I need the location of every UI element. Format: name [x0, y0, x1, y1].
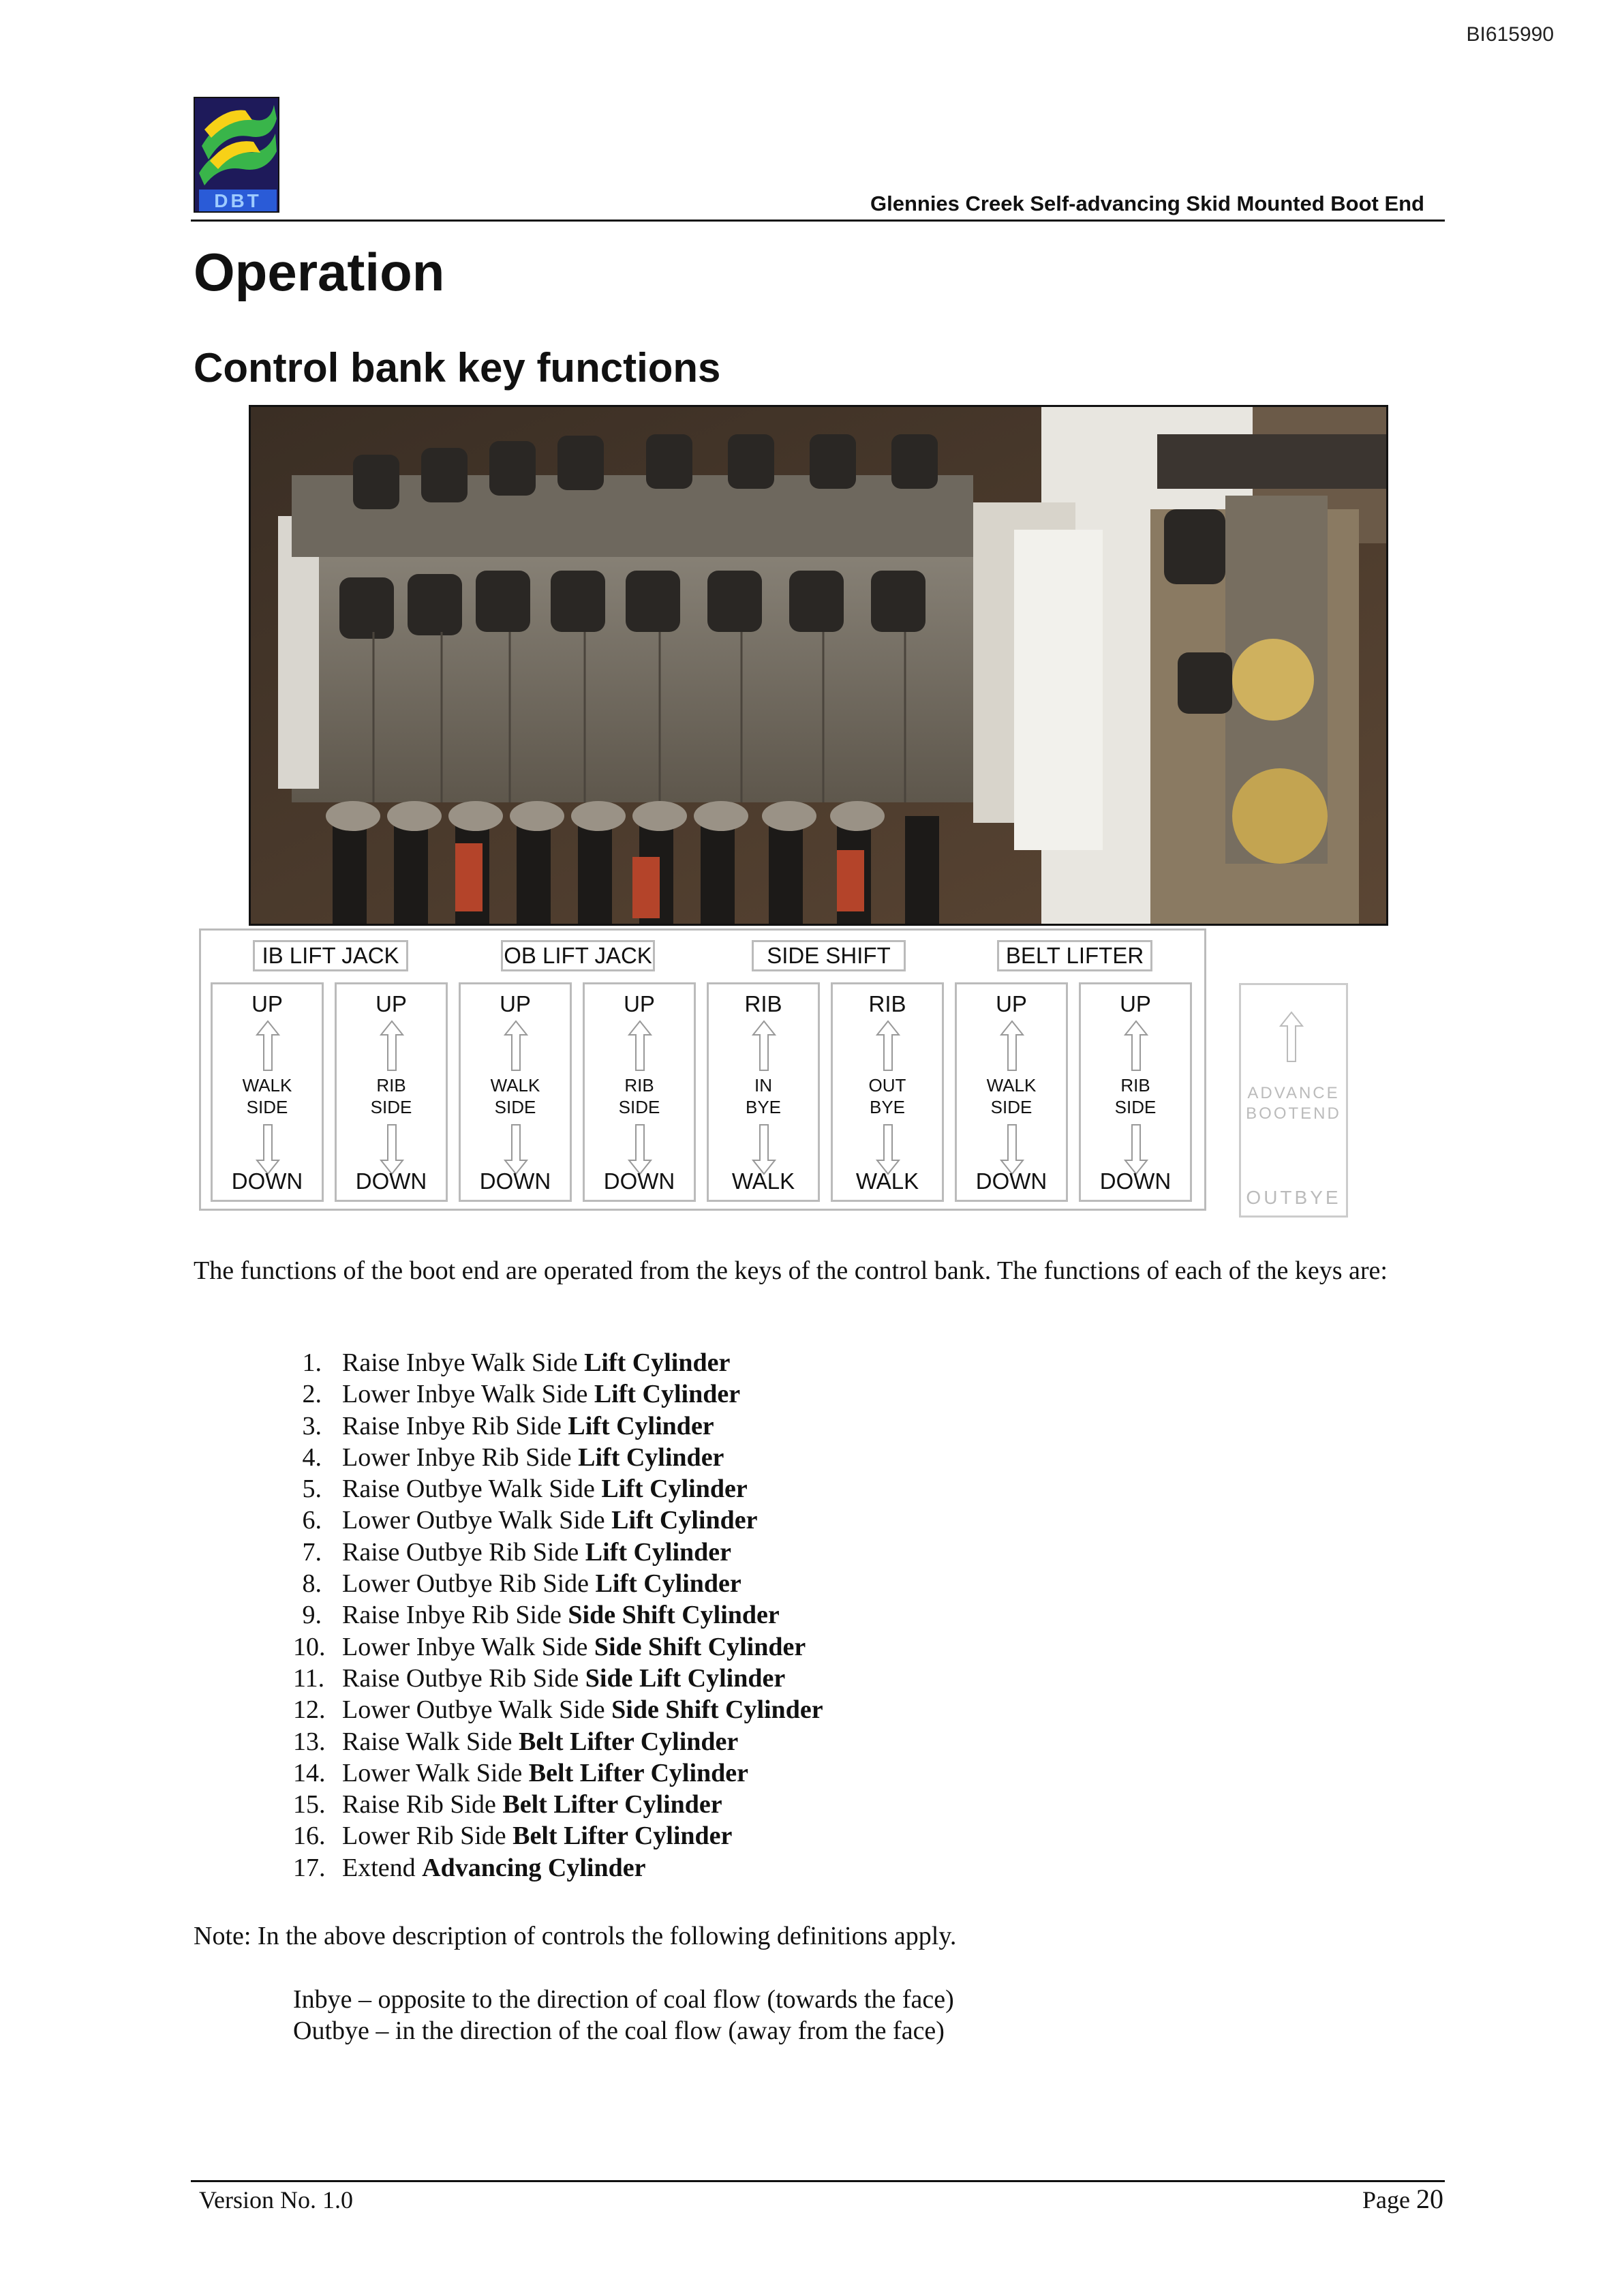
arrow-down-icon — [504, 1123, 528, 1175]
function-text: Lower Inbye Walk Side — [342, 1632, 594, 1661]
key-7 — [955, 982, 1068, 1202]
footer-version: Version No. 1.0 — [199, 2186, 353, 2214]
key-bottom-label: DOWN — [1099, 1168, 1172, 1194]
function-number: 16. — [293, 1822, 326, 1851]
function-number: 4. — [302, 1442, 322, 1472]
logo-text: DBT — [214, 190, 262, 211]
key-function-list — [293, 1347, 823, 1884]
function-number: 14. — [293, 1758, 326, 1787]
function-item — [293, 1505, 823, 1536]
arrow-up-icon — [1124, 1020, 1148, 1072]
function-item — [293, 1599, 823, 1631]
function-number: 2. — [302, 1380, 322, 1409]
function-component: Side Lift Cylinder — [585, 1663, 786, 1693]
function-number: 17. — [293, 1853, 326, 1882]
function-number: 5. — [302, 1475, 322, 1504]
key-top-label: UP — [251, 991, 283, 1016]
function-text: Lower Rib Side — [342, 1822, 513, 1851]
key-bottom-label: WALK — [731, 1168, 795, 1194]
function-text: Raise Outbye Rib Side — [342, 1537, 585, 1567]
arrow-down-icon — [380, 1123, 404, 1175]
arrow-up-icon — [628, 1020, 652, 1072]
function-item — [293, 1820, 823, 1852]
control-bank-key-diagram — [199, 928, 1206, 1211]
arrow-down-icon — [876, 1123, 900, 1175]
key-bottom-label: DOWN — [231, 1168, 303, 1194]
function-item — [293, 1410, 823, 1442]
function-item — [293, 1663, 823, 1694]
key-mid-label: IN BYE — [745, 1075, 782, 1117]
arrow-up-icon — [256, 1020, 280, 1072]
arrow-up-icon — [1279, 1011, 1304, 1063]
key-bottom-label: DOWN — [355, 1168, 427, 1194]
function-component: Lift Cylinder — [568, 1411, 714, 1440]
function-component: Lift Cylinder — [578, 1442, 724, 1472]
function-text: Extend — [342, 1853, 423, 1882]
function-number: 11. — [293, 1663, 325, 1693]
arrow-up-icon — [1000, 1020, 1024, 1072]
key-2 — [335, 982, 448, 1202]
key-mid-label: WALK SIDE — [986, 1075, 1037, 1117]
function-text: Lower Walk Side — [342, 1758, 529, 1787]
footer-rule — [191, 2180, 1445, 2182]
function-number: 13. — [293, 1727, 326, 1756]
function-text: Lower Outbye Walk Side — [342, 1506, 612, 1535]
dbt-logo — [194, 97, 279, 213]
key-mid-label: OUT BYE — [868, 1075, 906, 1117]
function-text: Lower Inbye Rib Side — [342, 1442, 579, 1472]
key-4 — [583, 982, 696, 1202]
arrow-down-icon — [752, 1123, 776, 1175]
definition-outbye: Outbye – in the direction of the coal flow (away from the face) — [293, 2016, 945, 2045]
function-item — [293, 1537, 823, 1568]
arrow-down-icon — [628, 1123, 652, 1175]
key-top-label: RIB — [868, 991, 906, 1016]
function-component: Lift Cylinder — [594, 1380, 741, 1409]
footer-page — [1362, 2183, 1443, 2215]
function-component: Lift Cylinder — [585, 1537, 732, 1567]
function-component: Lift Cylinder — [601, 1475, 748, 1504]
definition-inbye: Inbye – opposite to the direction of coal flow (towards the face) — [293, 1985, 954, 2014]
advance-outbye-label: OUTBYE — [1246, 1187, 1341, 1208]
function-number: 6. — [302, 1506, 322, 1535]
function-item — [293, 1473, 823, 1505]
function-text: Raise Inbye Rib Side — [342, 1601, 568, 1630]
key-6 — [831, 982, 944, 1202]
function-component: Belt Lifter Cylinder — [528, 1758, 749, 1787]
key-top-label: UP — [500, 991, 531, 1016]
key-3 — [459, 982, 572, 1202]
key-mid-label: RIB SIDE — [370, 1075, 412, 1117]
function-component: Belt Lifter Cylinder — [512, 1822, 733, 1851]
key-bottom-label: DOWN — [975, 1168, 1047, 1194]
control-bank-photo — [249, 405, 1388, 926]
arrow-up-icon — [504, 1020, 528, 1072]
function-text: Raise Inbye Rib Side — [342, 1411, 568, 1440]
function-component: Belt Lifter Cylinder — [519, 1727, 739, 1756]
function-text: Raise Rib Side — [342, 1790, 503, 1819]
function-component: Advancing Cylinder — [422, 1853, 646, 1882]
key-top-label: UP — [624, 991, 655, 1016]
function-component: Side Shift Cylinder — [594, 1632, 806, 1661]
function-text: Lower Outbye Walk Side — [342, 1695, 612, 1725]
group-label-belt-lifter: BELT LIFTER — [997, 940, 1152, 971]
function-item — [293, 1631, 823, 1663]
document-id: BI615990 — [1466, 23, 1554, 46]
section-title: Operation — [194, 242, 445, 302]
arrow-down-icon — [1124, 1123, 1148, 1175]
function-component: Lift Cylinder — [584, 1348, 731, 1377]
key-mid-label: RIB SIDE — [618, 1075, 660, 1117]
key-top-label: UP — [1120, 991, 1151, 1016]
function-component: Side Shift Cylinder — [611, 1695, 823, 1725]
page-number: 20 — [1416, 2184, 1443, 2214]
function-number: 8. — [302, 1569, 322, 1599]
function-item — [293, 1442, 823, 1473]
key-top-label: RIB — [744, 991, 782, 1016]
function-item — [293, 1789, 823, 1820]
key-top-label: UP — [996, 991, 1027, 1016]
function-item — [293, 1694, 823, 1725]
key-1 — [211, 982, 324, 1202]
key-mid-label: WALK SIDE — [242, 1075, 292, 1117]
key-5 — [707, 982, 820, 1202]
function-item — [293, 1568, 823, 1599]
intro-paragraph: The functions of the boot end are operated from the keys of the control bank. The functions of each of the keys are: — [194, 1256, 1388, 1285]
key-bottom-label: DOWN — [479, 1168, 551, 1194]
function-item — [293, 1757, 823, 1789]
function-number: 15. — [293, 1790, 326, 1819]
key-top-label: UP — [376, 991, 407, 1016]
function-component: Lift Cylinder — [595, 1569, 741, 1599]
function-text: Raise Outbye Rib Side — [342, 1663, 585, 1693]
function-number: 10. — [293, 1632, 326, 1661]
key-8 — [1079, 982, 1192, 1202]
function-component: Belt Lifter Cylinder — [502, 1790, 722, 1819]
function-number: 3. — [302, 1411, 322, 1440]
function-item — [293, 1726, 823, 1757]
function-item — [293, 1378, 823, 1410]
function-item — [293, 1347, 823, 1378]
function-text: Lower Outbye Rib Side — [342, 1569, 596, 1599]
function-text: Raise Outbye Walk Side — [342, 1475, 602, 1504]
function-text: Raise Walk Side — [342, 1727, 519, 1756]
arrow-up-icon — [380, 1020, 404, 1072]
header-title: Glennies Creek Self-advancing Skid Mounted Boot End — [870, 192, 1424, 215]
group-label-ob-lift-jack: OB LIFT JACK — [501, 940, 655, 971]
function-item — [293, 1852, 823, 1884]
function-number: 9. — [302, 1601, 322, 1630]
arrow-down-icon — [1000, 1123, 1024, 1175]
function-text: Lower Inbye Walk Side — [342, 1380, 594, 1409]
key-bottom-label: WALK — [855, 1168, 919, 1194]
function-number: 1. — [302, 1348, 322, 1377]
arrow-up-icon — [876, 1020, 900, 1072]
function-component: Side Shift Cylinder — [568, 1601, 780, 1630]
header-rule — [191, 220, 1445, 222]
note-paragraph: Note: In the above description of controls the following definitions apply. — [194, 1922, 957, 1950]
arrow-down-icon — [256, 1123, 280, 1175]
subsection-title: Control bank key functions — [194, 345, 721, 391]
definitions — [293, 1984, 954, 2046]
page-label: Page — [1362, 2186, 1416, 2214]
function-text: Raise Inbye Walk Side — [342, 1348, 585, 1377]
function-component: Lift Cylinder — [611, 1506, 758, 1535]
advance-bootend-key — [1239, 983, 1348, 1218]
advance-bootend-label: ADVANCE BOOTEND — [1246, 1084, 1341, 1123]
arrow-up-icon — [752, 1020, 776, 1072]
group-label-side-shift: SIDE SHIFT — [752, 940, 906, 971]
key-mid-label: WALK SIDE — [490, 1075, 540, 1117]
function-number: 7. — [302, 1537, 322, 1567]
group-label-ib-lift-jack: IB LIFT JACK — [253, 940, 408, 971]
key-bottom-label: DOWN — [603, 1168, 675, 1194]
key-mid-label: RIB SIDE — [1114, 1075, 1157, 1117]
function-number: 12. — [293, 1695, 326, 1725]
